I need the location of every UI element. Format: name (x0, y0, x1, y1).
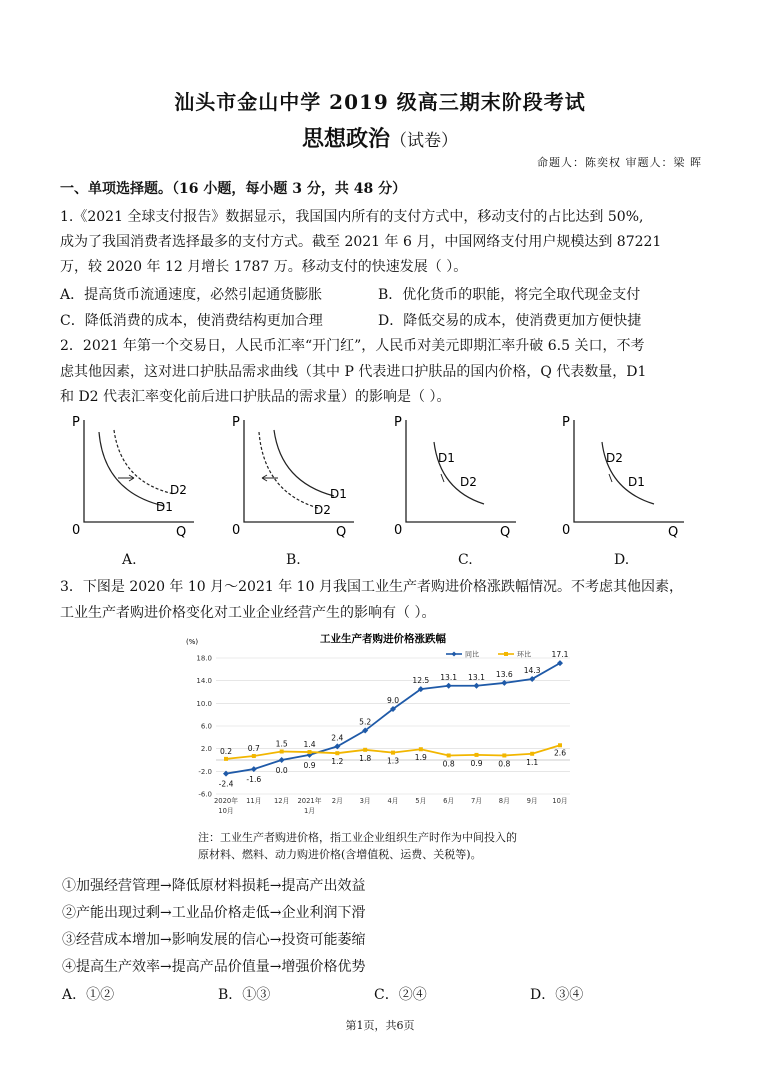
data-label: -1.6 (246, 775, 262, 785)
y-tick-label: 18.0 (196, 654, 212, 663)
demand-graph-b (226, 412, 356, 542)
demand-graph-a (66, 412, 196, 542)
subject-name: 思想政治 (301, 126, 390, 152)
y-tick-labels (196, 655, 212, 799)
curve-label-upper: D1 (330, 487, 347, 501)
y-tick-label: -6.0 (198, 790, 212, 799)
q2-line-2: 虑其他因素，这对进口护肤品需求曲线（其中 P 代表进口护肤品的国内价格，Q 代表数量，D1 (60, 364, 647, 380)
data-point (363, 748, 367, 752)
q3-line-1: 3．下图是 2020 年 10 月～2021 年 10 月我国工业生产者购进价格涨跌幅情况。不考虑其他因素， (60, 579, 683, 595)
axis-q-label: Q (668, 525, 679, 540)
chart-footnote-line-1: 注：工业生产者购进价格，指工业企业组织生产时作为中间投入的 (198, 831, 517, 844)
origin-label: 0 (562, 523, 571, 538)
origin-label: 0 (232, 523, 241, 538)
data-label: 5.2 (359, 717, 372, 727)
data-point (252, 754, 256, 758)
subject-note: （试卷） (390, 131, 458, 151)
legend-marker (452, 652, 457, 657)
data-label: 1.8 (359, 753, 372, 763)
exam-title: 汕头市金山中学 2019 级高三期末阶段考试 (174, 90, 586, 114)
q3-line-2: 工业生产者购进价格变化对工业企业经营产生的影响有（ ）。 (60, 605, 436, 621)
axis-p-label: P (562, 415, 570, 430)
data-label: 0.9 (470, 758, 483, 768)
data-label: 0.2 (219, 746, 233, 756)
q1-option-b: B．优化货币的职能，将完全取代现金支付 (378, 287, 641, 303)
data-label: 2.6 (553, 748, 567, 758)
q1-line-1: 1.《2021 全球支付报告》数据显示，我国国内所有的支付方式中，移动支付的占比达到 50%, (60, 209, 644, 225)
data-label: 0.7 (247, 744, 260, 754)
data-label: 9.0 (386, 696, 400, 705)
data-label: 2.4 (331, 733, 344, 743)
chart-title: 工业生产者购进价格涨跌幅 (320, 633, 446, 645)
axis-q-label: Q (500, 525, 511, 540)
data-label: 13.6 (495, 669, 513, 679)
data-label: 1.9 (414, 753, 427, 763)
x-tick-label: 4月 (387, 797, 399, 805)
data-point (502, 753, 506, 757)
graph-label-b: B. (286, 552, 301, 568)
data-label: 1.1 (526, 757, 539, 767)
data-point (446, 683, 452, 689)
curve-label-second: D1 (628, 475, 645, 489)
data-label: 1.5 (275, 739, 288, 749)
data-point (279, 757, 285, 763)
y-tick-label: 6.0 (200, 722, 212, 731)
x-tick-label: 3月 (359, 797, 371, 805)
x-tick-label: 2021年 (297, 797, 322, 805)
data-label: -2.4 (218, 779, 234, 789)
legend-marker (504, 652, 508, 656)
data-point (558, 743, 562, 747)
data-label: 0.8 (442, 759, 455, 769)
demand-graph-d (556, 412, 686, 542)
price-change-line-chart (178, 630, 578, 820)
x-tick-label: 6月 (443, 797, 455, 805)
q3-item-3: ③经营成本增加→影响发展的信心→投资可能萎缩 (62, 932, 366, 948)
q1-line-2: 成为了我国消费者选择最多的支付方式。截至 2021 年 6 月，中国网络支付用户规模达到 87221 (60, 234, 662, 250)
data-label: 12.5 (412, 676, 430, 686)
x-tick-label: 5月 (415, 797, 427, 805)
data-label: 0.8 (498, 759, 511, 769)
data-point (474, 683, 480, 689)
q3-item-1: ①加强经营管理→降低原材料损耗→提高产出效益 (62, 878, 366, 894)
x-tick-label: 2月 (331, 797, 343, 805)
y-axis-unit: (%) (186, 638, 199, 646)
q1-line-3: 万，较 2020 年 12 月增长 1787 万。移动支付的快速发展（ ）。 (60, 259, 468, 275)
axis-p-label: P (394, 415, 402, 430)
data-point (280, 750, 284, 754)
data-label: 1.2 (331, 757, 344, 767)
q2-line-1: 2．2021 年第一个交易日，人民币汇率“开门红”，人民币对美元即期汇率升破 6.5 关口，不考 (60, 338, 645, 354)
curve-label-lower: D2 (314, 503, 331, 517)
chart-gridlines (216, 658, 570, 794)
graph-label-c: C. (458, 552, 473, 568)
authors-line: 命题人：陈奕权 审题人：梁 晖 (537, 156, 702, 169)
demand-graph-c (388, 412, 518, 542)
y-tick-label: -2.0 (198, 767, 212, 776)
data-label: 17.1 (551, 650, 569, 660)
data-label: 14.3 (523, 665, 541, 675)
curve-label-first: D2 (606, 451, 623, 465)
data-label: 0.0 (275, 766, 288, 775)
q3-answer-b: B．①③ (218, 987, 271, 1003)
curve-label-first: D1 (438, 451, 455, 465)
page-footer: 第1页，共6页 (345, 1019, 415, 1032)
q3-answer-a: A．①② (62, 987, 115, 1003)
curve-label-lower: D1 (156, 500, 173, 514)
x-tick-label: 12月 (273, 797, 290, 805)
data-label: 13.1 (440, 672, 458, 682)
data-label: 1.4 (303, 740, 316, 750)
x-tick-label: 8月 (498, 797, 510, 805)
graph-label-a: A. (122, 552, 137, 568)
data-point (224, 757, 228, 761)
x-tick-label: 10月 (552, 797, 568, 805)
curve-label-upper: D2 (170, 483, 187, 497)
q3-item-2: ②产能出现过剩→工业品价格走低→企业利润下滑 (62, 905, 366, 921)
x-tick-labels (214, 796, 568, 815)
y-tick-label: 14.0 (196, 677, 212, 686)
data-point (308, 750, 312, 754)
axis-q-label: Q (176, 525, 187, 540)
data-label: 13.1 (468, 672, 485, 682)
x-tick-label: 9月 (526, 797, 538, 805)
legend-label: 环比 (517, 650, 531, 659)
q1-option-c: C．降低消费的成本，使消费结构更加合理 (60, 313, 323, 329)
origin-label: 0 (394, 523, 403, 538)
y-tick-label: 2.0 (200, 745, 212, 754)
section-heading: 一、单项选择题。（16 小题，每小题 3 分，共 48 分） (60, 181, 407, 197)
data-label: 1.3 (386, 756, 400, 766)
q3-answer-d: D．③④ (530, 987, 584, 1003)
q1-option-a: A．提高货币流通速度，必然引起通货膨胀 (60, 287, 323, 303)
legend-label: 同比 (465, 650, 479, 659)
x-tick-label: 10月 (218, 807, 234, 815)
q3-item-4: ④提高生产效率→提高产品价值量→增强价格优势 (62, 959, 366, 975)
data-point (475, 753, 479, 757)
axis-p-label: P (232, 415, 240, 430)
x-tick-label: 1月 (303, 807, 316, 815)
axis-q-label: Q (336, 525, 347, 540)
data-point (391, 751, 395, 755)
data-point (530, 752, 534, 756)
chart-footnote (198, 829, 517, 863)
data-point (419, 747, 423, 751)
chart-legend (446, 650, 531, 659)
q2-line-3: 和 D2 代表汇率变化前后进口护肤品的需求量）的影响是（ ）。 (60, 389, 451, 405)
curve-label-second: D2 (460, 475, 477, 489)
x-tick-label: 2020年 (213, 797, 239, 805)
y-tick-label: 10.0 (196, 699, 212, 708)
x-tick-label: 11月 (246, 797, 262, 805)
q3-answer-c: C．②④ (374, 987, 427, 1003)
chart-footnote-line-2: 原材料、燃料、动力购进价格(含增值税、运费、关税等)。 (198, 848, 482, 861)
axis-p-label: P (72, 415, 80, 430)
x-tick-label: 7月 (470, 797, 483, 805)
chart-series (219, 650, 569, 789)
origin-label: 0 (72, 523, 81, 538)
data-point (335, 751, 339, 755)
graph-label-d: D. (614, 552, 630, 568)
data-point (447, 753, 451, 757)
q1-option-d: D．降低交易的成本，使消费更加方便快捷 (378, 313, 642, 329)
data-label: 0.9 (303, 760, 316, 770)
subject-title (0, 122, 760, 153)
